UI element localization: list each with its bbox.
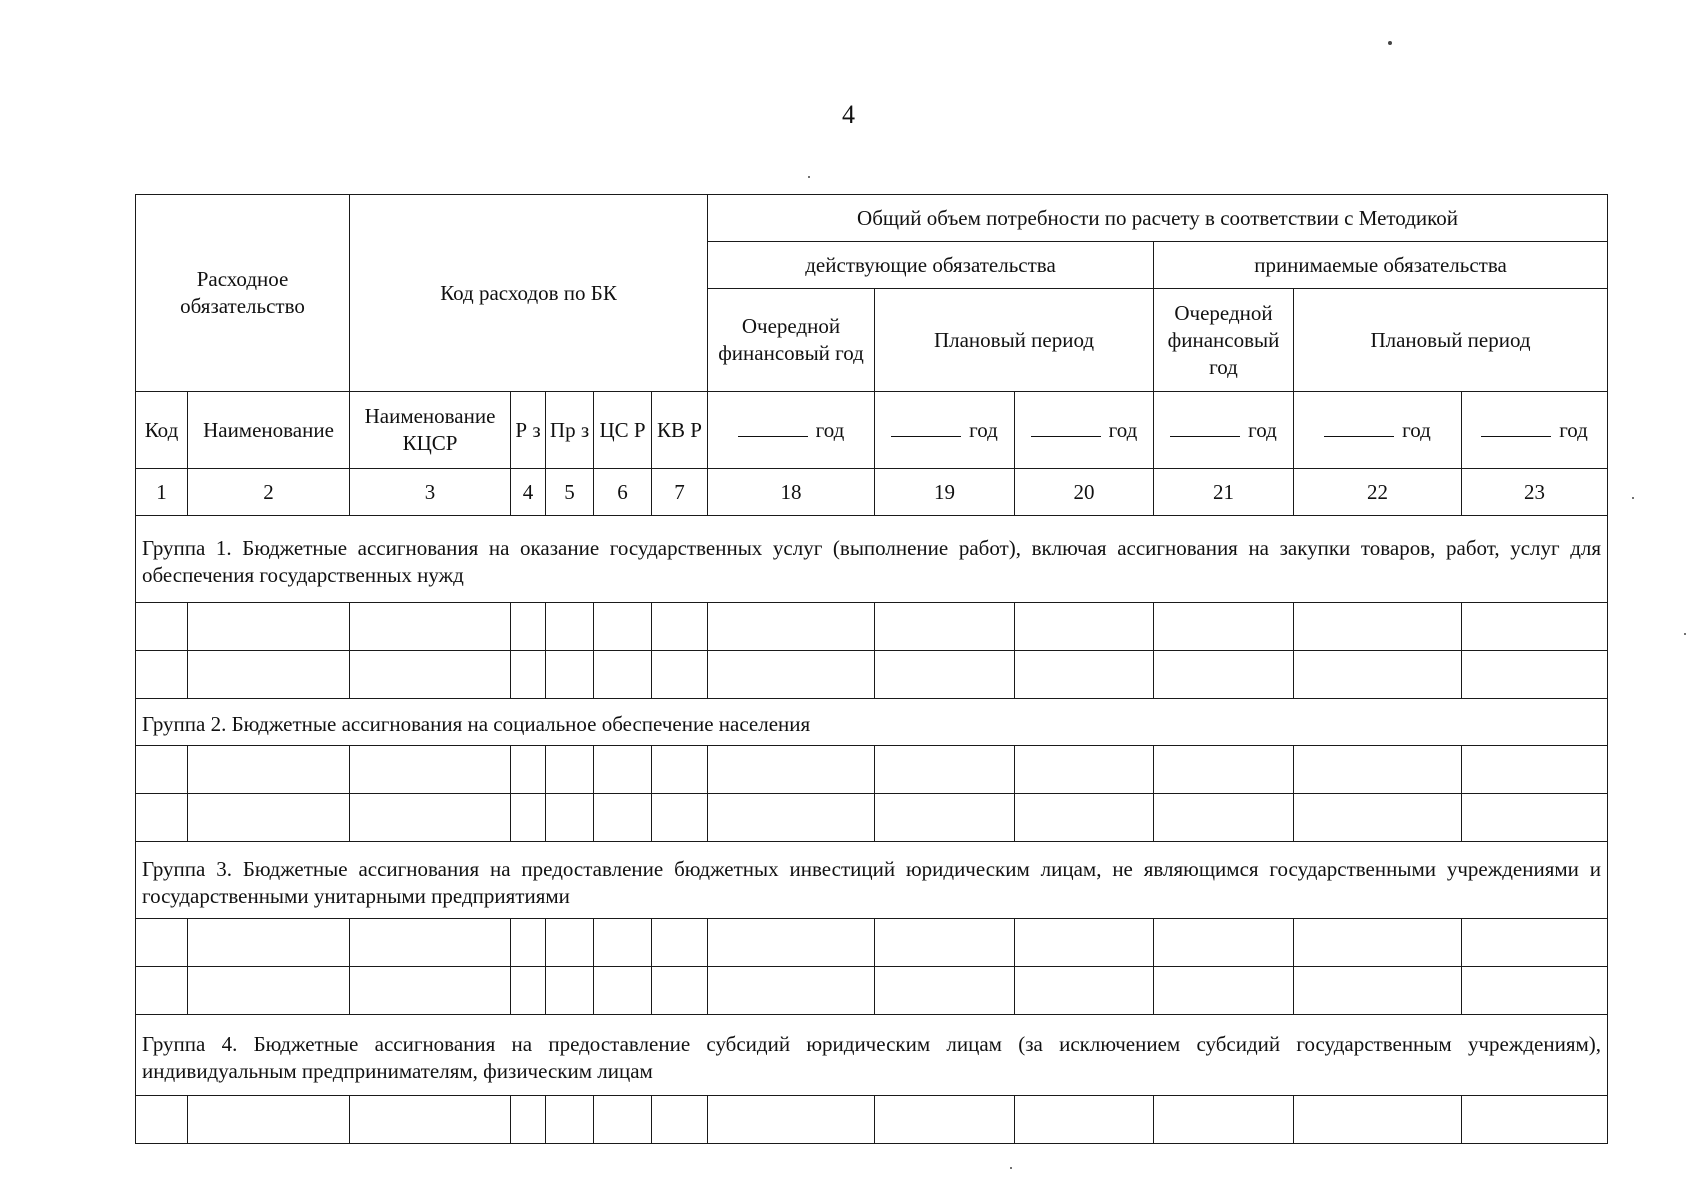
column-number: 18	[708, 469, 875, 516]
empty-cell[interactable]	[1015, 603, 1154, 651]
empty-cell[interactable]	[875, 603, 1015, 651]
empty-cell[interactable]	[1294, 746, 1462, 794]
empty-cell[interactable]	[136, 746, 188, 794]
group-4-row	[136, 1015, 1608, 1096]
scan-speck	[1010, 1167, 1012, 1169]
year-field	[708, 392, 875, 469]
year-field	[875, 392, 1015, 469]
empty-cell[interactable]	[708, 794, 875, 842]
empty-cell[interactable]	[188, 603, 350, 651]
empty-cell[interactable]	[1462, 794, 1608, 842]
year-blank-line	[1481, 418, 1551, 437]
empty-cell[interactable]	[511, 967, 546, 1015]
empty-cell[interactable]	[875, 794, 1015, 842]
year-blank-line	[738, 418, 808, 437]
empty-cell[interactable]	[652, 794, 708, 842]
column-number: 7	[652, 469, 708, 516]
empty-cell[interactable]	[188, 1096, 350, 1144]
empty-cell[interactable]	[350, 794, 511, 842]
obligations-form-table	[135, 194, 1608, 1144]
empty-cell[interactable]	[546, 967, 594, 1015]
empty-cell[interactable]	[1015, 746, 1154, 794]
empty-cell[interactable]	[1154, 919, 1294, 967]
empty-cell[interactable]	[1154, 794, 1294, 842]
empty-cell[interactable]	[1154, 651, 1294, 699]
empty-cell[interactable]	[652, 1096, 708, 1144]
empty-cell[interactable]	[594, 651, 652, 699]
empty-cell[interactable]	[1462, 919, 1608, 967]
year-field	[1462, 392, 1608, 469]
empty-cell[interactable]	[188, 919, 350, 967]
year-label: год	[1402, 417, 1431, 442]
empty-cell[interactable]	[1015, 1096, 1154, 1144]
empty-cell[interactable]	[511, 746, 546, 794]
bk-code-header: Код расходов по БК	[350, 195, 708, 392]
group-4-title: Группа 4. Бюджетные ассигнования на предоставление субсидий юридическим лицам (за исключением субсидий государственным учреждениям), индивидуальным предпринимателям, физическим лицам	[136, 1015, 1608, 1096]
empty-cell[interactable]	[594, 919, 652, 967]
empty-cell[interactable]	[1015, 651, 1154, 699]
empty-cell[interactable]	[136, 919, 188, 967]
column-number: 22	[1294, 469, 1462, 516]
empty-cell[interactable]	[136, 1096, 188, 1144]
empty-cell[interactable]	[1462, 746, 1608, 794]
group-3-title: Группа 3. Бюджетные ассигнования на предоставление бюджетных инвестиций юридическим лицам, не являющимся государственными учреждениями и государственными унитарными предприятиями	[136, 842, 1608, 919]
group-2-title: Группа 2. Бюджетные ассигнования на социальное обеспечение населения	[136, 699, 1608, 746]
empty-cell[interactable]	[708, 1096, 875, 1144]
group-3-row	[136, 842, 1608, 919]
column-number: 19	[875, 469, 1015, 516]
year-label: год	[1248, 417, 1277, 442]
empty-cell[interactable]	[546, 919, 594, 967]
empty-cell[interactable]	[652, 967, 708, 1015]
empty-data-row[interactable]	[136, 603, 1608, 651]
empty-cell[interactable]	[1294, 967, 1462, 1015]
empty-cell[interactable]	[136, 603, 188, 651]
empty-cell[interactable]	[188, 651, 350, 699]
empty-cell[interactable]	[875, 1096, 1015, 1144]
empty-cell[interactable]	[594, 794, 652, 842]
empty-cell[interactable]	[546, 794, 594, 842]
empty-cell[interactable]	[875, 651, 1015, 699]
empty-cell[interactable]	[875, 746, 1015, 794]
column-number: 1	[136, 469, 188, 516]
col-kvr-header: КВ Р	[652, 392, 708, 469]
empty-cell[interactable]	[708, 919, 875, 967]
empty-cell[interactable]	[1462, 603, 1608, 651]
empty-cell[interactable]	[188, 967, 350, 1015]
empty-cell[interactable]	[1294, 919, 1462, 967]
empty-cell[interactable]	[511, 1096, 546, 1144]
year-field	[1294, 392, 1462, 469]
empty-data-row[interactable]	[136, 1096, 1608, 1144]
year-blank-line	[1170, 418, 1240, 437]
empty-data-row[interactable]	[136, 651, 1608, 699]
empty-cell[interactable]	[546, 651, 594, 699]
empty-cell[interactable]	[546, 1096, 594, 1144]
empty-data-row[interactable]	[136, 794, 1608, 842]
empty-cell[interactable]	[1462, 967, 1608, 1015]
empty-cell[interactable]	[1294, 651, 1462, 699]
empty-cell[interactable]	[1154, 1096, 1294, 1144]
empty-cell[interactable]	[652, 919, 708, 967]
empty-cell[interactable]	[594, 603, 652, 651]
empty-cell[interactable]	[652, 651, 708, 699]
empty-cell[interactable]	[1294, 1096, 1462, 1144]
year-blank-line	[891, 418, 961, 437]
column-numbers-row	[136, 469, 1608, 516]
empty-cell[interactable]	[594, 967, 652, 1015]
col-kcsr-name-header: Наименование КЦСР	[350, 392, 511, 469]
current-obligations-header: действующие обязательства	[708, 242, 1154, 289]
scan-speck	[808, 176, 810, 178]
year-label: год	[1559, 417, 1588, 442]
empty-cell[interactable]	[511, 651, 546, 699]
empty-cell[interactable]	[708, 746, 875, 794]
empty-cell[interactable]	[136, 651, 188, 699]
expense-obligation-header: Расходное обязательство	[136, 195, 350, 392]
empty-cell[interactable]	[546, 603, 594, 651]
column-number: 21	[1154, 469, 1294, 516]
group-1-title: Группа 1. Бюджетные ассигнования на оказание государственных услуг (выполнение работ), включая ассигнования на закупки товаров, работ, услуг для обеспечения государственных нужд	[136, 516, 1608, 603]
empty-cell[interactable]	[708, 603, 875, 651]
group-2-row	[136, 699, 1608, 746]
column-number: 6	[594, 469, 652, 516]
empty-cell[interactable]	[546, 746, 594, 794]
year-field	[1154, 392, 1294, 469]
empty-cell[interactable]	[652, 746, 708, 794]
empty-cell[interactable]	[350, 1096, 511, 1144]
empty-cell[interactable]	[188, 794, 350, 842]
empty-cell[interactable]	[875, 967, 1015, 1015]
col-prz-header: Пр з	[546, 392, 594, 469]
empty-cell[interactable]	[1015, 919, 1154, 967]
empty-cell[interactable]	[1294, 603, 1462, 651]
column-number: 3	[350, 469, 511, 516]
column-number: 23	[1462, 469, 1608, 516]
empty-cell[interactable]	[188, 746, 350, 794]
empty-cell[interactable]	[1154, 967, 1294, 1015]
empty-data-row[interactable]	[136, 967, 1608, 1015]
next-fin-year-header: Очередной финансовый год	[1154, 289, 1294, 392]
page-number: 4	[842, 100, 855, 129]
empty-cell[interactable]	[1015, 967, 1154, 1015]
empty-cell[interactable]	[594, 746, 652, 794]
scan-speck	[1388, 41, 1392, 45]
year-label: год	[969, 417, 998, 442]
group-1-row	[136, 516, 1608, 603]
empty-cell[interactable]	[350, 603, 511, 651]
empty-cell[interactable]	[350, 651, 511, 699]
planned-period-header: Плановый период	[1294, 289, 1608, 392]
header-row-1	[136, 195, 1608, 242]
empty-cell[interactable]	[136, 794, 188, 842]
empty-cell[interactable]	[652, 603, 708, 651]
year-label: год	[815, 417, 845, 442]
year-blank-line	[1031, 418, 1101, 437]
empty-cell[interactable]	[1154, 603, 1294, 651]
empty-cell[interactable]	[511, 919, 546, 967]
scan-speck	[1684, 633, 1686, 635]
scan-speck	[1632, 497, 1634, 499]
total-need-header: Общий объем потребности по расчету в соответствии с Методикой	[708, 195, 1608, 242]
empty-cell[interactable]	[511, 603, 546, 651]
year-field	[1015, 392, 1154, 469]
column-number: 20	[1015, 469, 1154, 516]
header-row-4	[136, 392, 1608, 469]
empty-cell[interactable]	[875, 919, 1015, 967]
empty-cell[interactable]	[594, 1096, 652, 1144]
empty-data-row[interactable]	[136, 746, 1608, 794]
empty-cell[interactable]	[708, 967, 875, 1015]
planned-period-header: Плановый период	[875, 289, 1154, 392]
year-label: год	[1108, 417, 1138, 442]
col-csr-header: ЦС Р	[594, 392, 652, 469]
year-blank-line	[1324, 418, 1394, 437]
empty-cell[interactable]	[1154, 746, 1294, 794]
column-number: 2	[188, 469, 350, 516]
empty-cell[interactable]	[350, 919, 511, 967]
col-rz-header: Р з	[511, 392, 546, 469]
empty-cell[interactable]	[1462, 651, 1608, 699]
empty-cell[interactable]	[708, 651, 875, 699]
col-name-header: Наименование	[188, 392, 350, 469]
empty-cell[interactable]	[350, 746, 511, 794]
accepted-obligations-header: принимаемые обязательства	[1154, 242, 1608, 289]
empty-cell[interactable]	[1015, 794, 1154, 842]
empty-cell[interactable]	[1462, 1096, 1608, 1144]
empty-cell[interactable]	[350, 967, 511, 1015]
next-fin-year-header: Очередной финансовый год	[708, 289, 875, 392]
column-number: 4	[511, 469, 546, 516]
empty-cell[interactable]	[511, 794, 546, 842]
empty-cell[interactable]	[136, 967, 188, 1015]
column-number: 5	[546, 469, 594, 516]
col-code-header: Код	[136, 392, 188, 469]
empty-cell[interactable]	[1294, 794, 1462, 842]
empty-data-row[interactable]	[136, 919, 1608, 967]
